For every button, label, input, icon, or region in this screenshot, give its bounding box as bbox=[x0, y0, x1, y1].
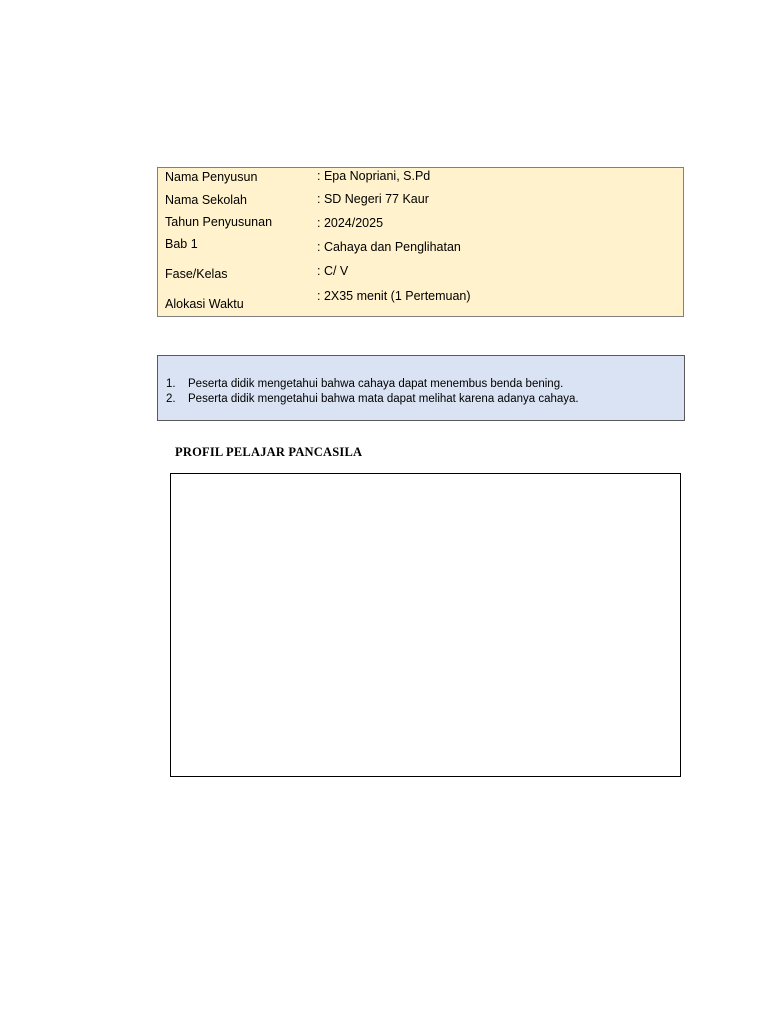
label-tahun-penyusunan: Tahun Penyusunan bbox=[165, 215, 273, 229]
label-bab: Bab 1 bbox=[165, 237, 198, 251]
value-nama-sekolah: : SD Negeri 77 Kaur bbox=[317, 192, 429, 206]
value-alokasi-waktu: : 2X35 menit (1 Pertemuan) bbox=[317, 289, 471, 303]
profile-content-box bbox=[170, 473, 681, 777]
objective-text: Peserta didik mengetahui bahwa mata dapat melihat karena adanya cahaya. bbox=[188, 393, 579, 405]
value-nama-penyusun: : Epa Nopriani, S.Pd bbox=[317, 169, 431, 183]
learning-objectives-box bbox=[157, 355, 685, 421]
label-fase-kelas: Fase/Kelas bbox=[165, 267, 228, 281]
value-fase-kelas: : C/ V bbox=[317, 264, 349, 278]
objective-text: Peserta didik mengetahui bahwa cahaya dapat menembus benda bening. bbox=[188, 378, 564, 390]
label-nama-penyusun: Nama Penyusun bbox=[165, 170, 258, 184]
identity-table bbox=[157, 167, 684, 317]
value-tahun-penyusunan: : 2024/2025 bbox=[317, 216, 384, 230]
objective-number: 1. bbox=[166, 378, 176, 390]
label-nama-sekolah: Nama Sekolah bbox=[165, 193, 247, 207]
value-bab: : Cahaya dan Penglihatan bbox=[317, 240, 461, 254]
objective-number: 2. bbox=[166, 393, 176, 405]
objective-item bbox=[166, 377, 563, 392]
objective-item bbox=[166, 392, 579, 407]
profile-section-title: PROFIL PELAJAR PANCASILA bbox=[175, 445, 363, 459]
label-alokasi-waktu: Alokasi Waktu bbox=[165, 297, 244, 311]
